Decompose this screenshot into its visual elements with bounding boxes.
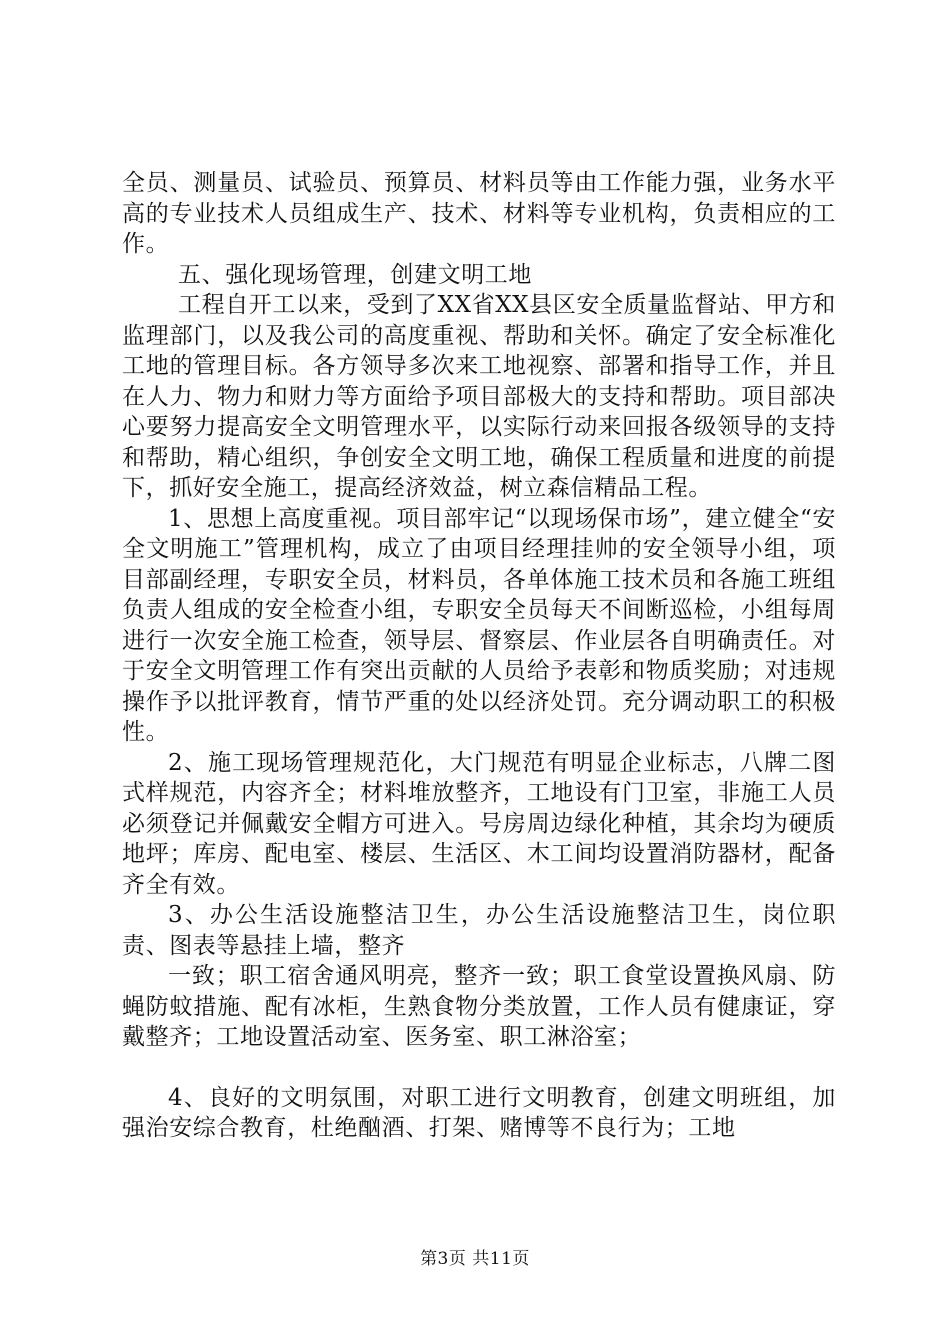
page-number-footer: 第3页 共11页 xyxy=(420,1249,530,1269)
paragraph-continuation: 全员、测量员、试验员、预算员、材料员等由工作能力强，业务水平高的专业技术人员组成生产、技术、材料等专业机构，负责相应的工作。 xyxy=(122,170,836,257)
paragraph-intro: 工程自开工以来，受到了XX省XX县区安全质量监督站、甲方和监理部门，以及我公司的高度重视、帮助和关怀。确定了安全标准化工地的管理目标。各方领导多次来工地视察、部署和指导工作，并且在人力、物力和财力等方面给予项目部极大的支持和帮助。项目部决心要努力提高安全文明管理水平，以实际行动来回报各级领导的支持和帮助，精心组织，争创安全文明工地，确保工程质量和进度的前提下，抓好安全施工，提高经济效益，树立森信精品工程。 xyxy=(122,292,836,501)
paragraph-item-4: 4、良好的文明氛围，对职工进行文明教育，创建文明班组，加强治安综合教育，杜绝酗酒、打架、赌博等不良行为；工地 xyxy=(122,1084,836,1141)
paragraph-item-1: 1、思想上高度重视。项目部牢记“以现场保市场”，建立健全“安全文明施工”管理机构，成立了由项目经理挂帅的安全领导小组，项目部副经理，专职安全员，材料员，各单体施工技术员和各施工班组负责人组成的安全检查小组，专职安全员每天不间断巡检，小组每周进行一次安全施工检查，领导层、督察层、作业层各自明确责任。对于安全文明管理工作有突出贡献的人员给予表彰和物质奖励；对违规操作予以批评教育，情节严重的处以经济处罚。充分调动职工的积极性。 xyxy=(122,505,836,745)
paragraph-item-3-continued: 一致；职工宿舍通风明亮，整齐一致；职工食堂设置换风扇、防蝇防蚊措施、配有冰柜，生熟食物分类放置，工作人员有健康证，穿戴整齐；工地设置活动室、医务室、职工淋浴室； xyxy=(122,963,836,1050)
paragraph-item-2: 2、施工现场管理规范化，大门规范有明显企业标志，八牌二图式样规范，内容齐全；材料堆放整齐，工地设有门卫室，非施工人员必须登记并佩戴安全帽方可进入。号房周边绿化种植，其余均为硬质地坪；库房、配电室、楼层、生活区、木工间均设置消防器材，配备齐全有效。 xyxy=(122,749,836,898)
paragraph-item-3: 3、办公生活设施整洁卫生，办公生活设施整洁卫生，岗位职责、图表等悬挂上墙，整齐 xyxy=(122,902,836,959)
blank-line xyxy=(122,1053,836,1083)
section-heading: 五、强化现场管理，创建文明工地 xyxy=(178,261,532,288)
document-body xyxy=(122,168,836,1144)
